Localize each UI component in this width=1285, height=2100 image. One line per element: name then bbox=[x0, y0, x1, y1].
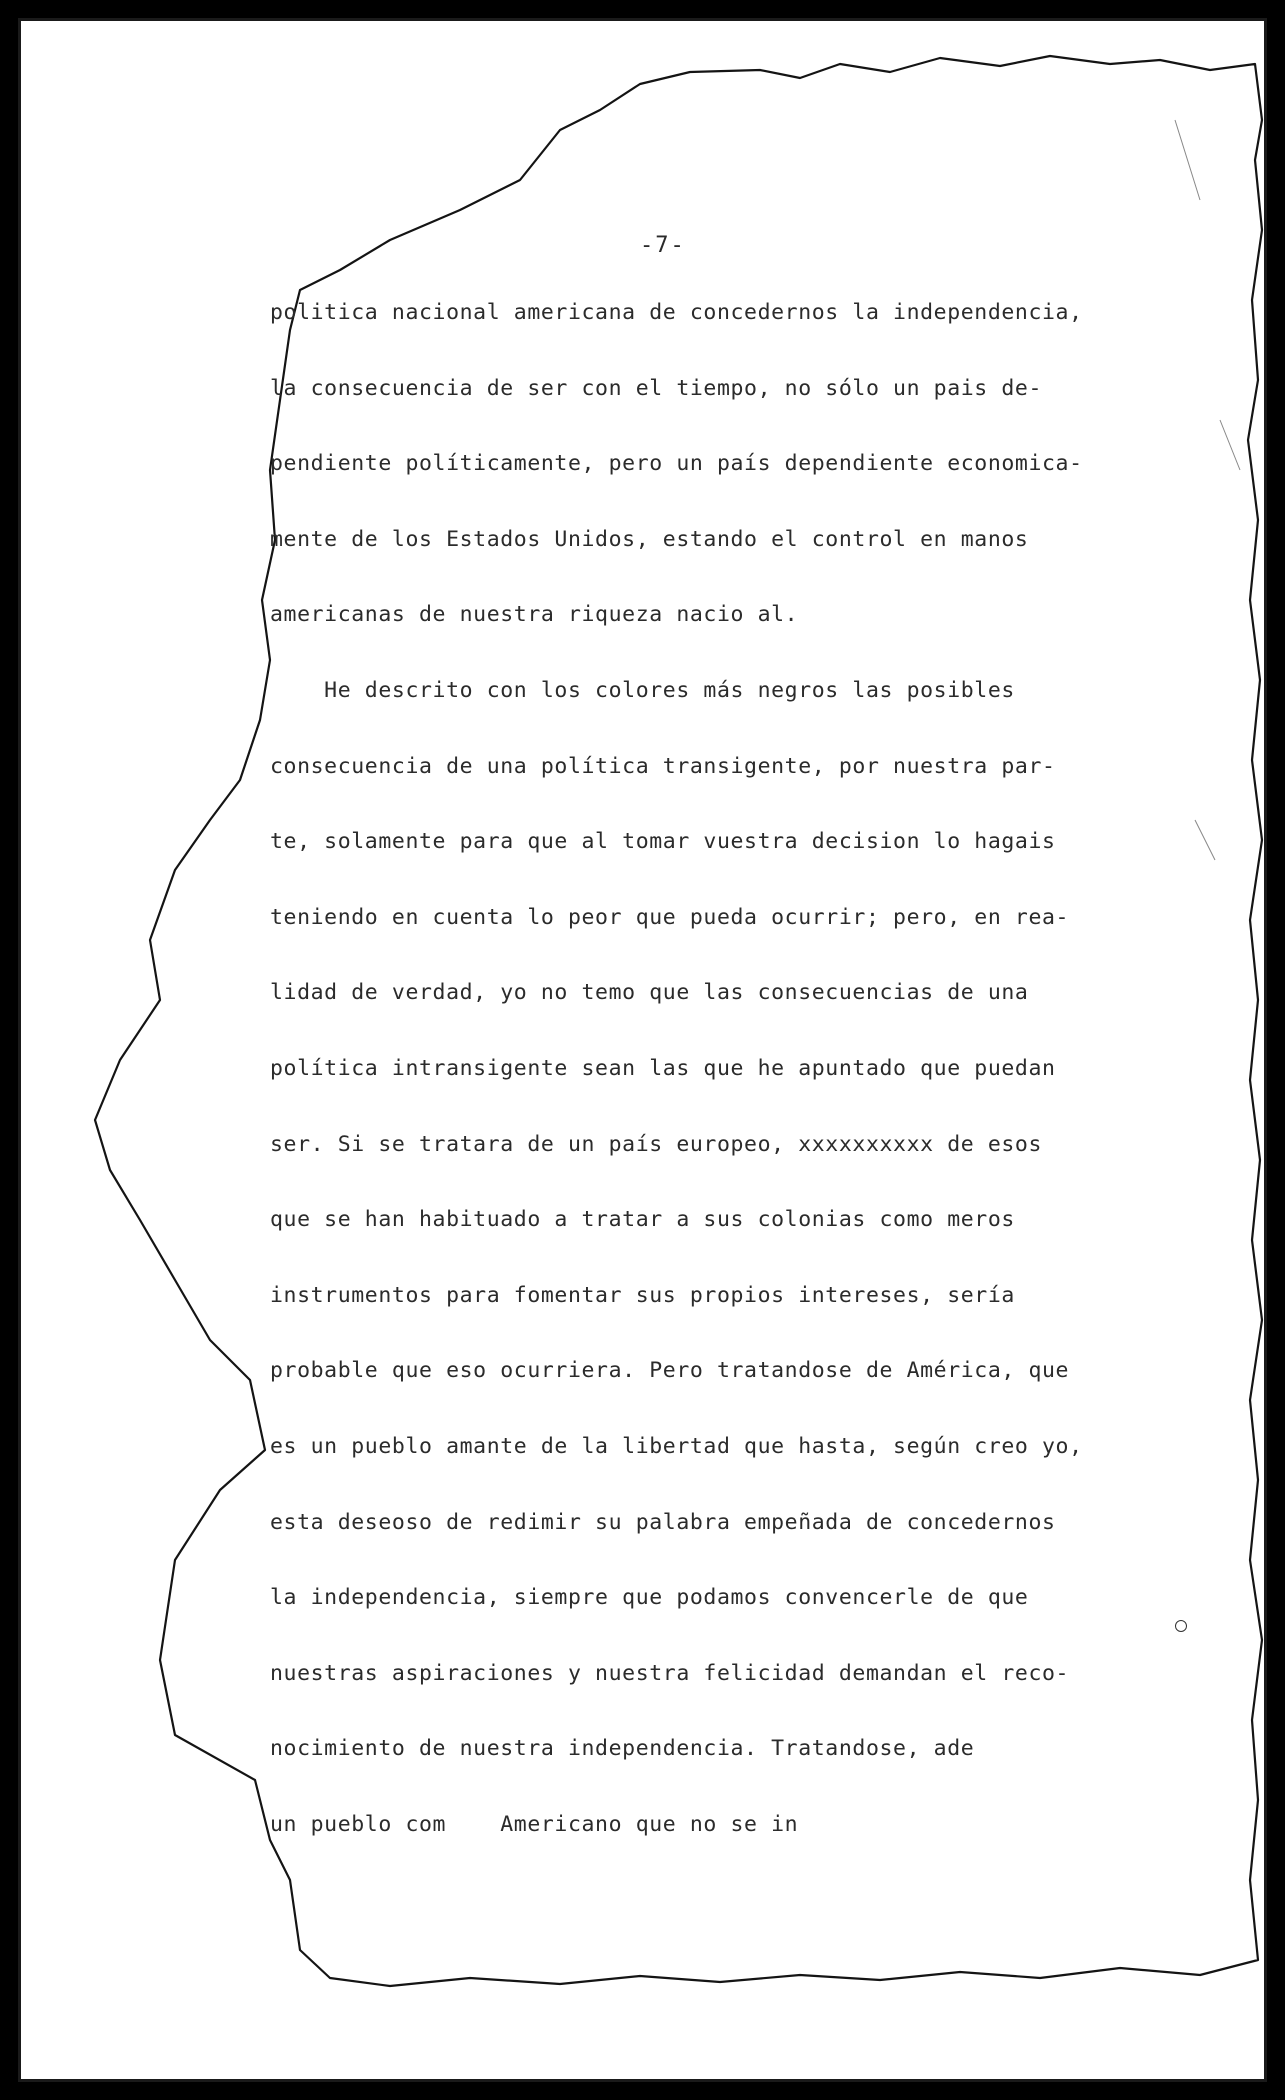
text-line: teniendo en cuenta lo peor que pueda ocurrir; pero, en rea- bbox=[270, 904, 1070, 930]
text-line: esta deseoso de redimir su palabra empeñada de concedernos bbox=[270, 1509, 1056, 1535]
text-line: probable que eso ocurriera. Pero tratandose de América, que bbox=[270, 1358, 1070, 1384]
ink-mark bbox=[1175, 1620, 1187, 1632]
page-number: -7- bbox=[640, 233, 686, 258]
text-line: ser. Si se tratara de un país europeo, xxxxxxxxxx de esos bbox=[270, 1131, 1043, 1157]
text-line: pendiente políticamente, pero un país dependiente economica- bbox=[270, 451, 1083, 477]
text-line: consecuencia de una política transigente, por nuestra par- bbox=[270, 753, 1056, 779]
text-line: mente de los Estados Unidos, estando el control en manos bbox=[270, 526, 1029, 552]
text-line: nocimiento de nuestra independencia. Tratandose, ade bbox=[270, 1736, 975, 1762]
text-line: la consecuencia de ser con el tiempo, no sólo un pais de- bbox=[270, 375, 1043, 401]
text-line: un pueblo com Americano que no se in bbox=[270, 1811, 799, 1837]
text-line: política intransigente sean las que he apuntado que puedan bbox=[270, 1055, 1056, 1081]
text-line: lidad de verdad, yo no temo que las consecuencias de una bbox=[270, 980, 1029, 1006]
typed-text-body bbox=[270, 292, 1170, 1879]
text-line: es un pueblo amante de la libertad que hasta, según creo yo, bbox=[270, 1433, 1083, 1459]
text-line: nuestras aspiraciones y nuestra felicidad demandan el reco- bbox=[270, 1660, 1070, 1686]
text-line: americanas de nuestra riqueza nacio al. bbox=[270, 602, 799, 628]
text-line: que se han habituado a tratar a sus colonias como meros bbox=[270, 1207, 1015, 1233]
text-line: te, solamente para que al tomar vuestra decision lo hagais bbox=[270, 829, 1056, 855]
text-line: la independencia, siempre que podamos convencerle de que bbox=[270, 1585, 1029, 1611]
text-line: instrumentos para fomentar sus propios intereses, sería bbox=[270, 1282, 1015, 1308]
text-line: politica nacional americana de concedernos la independencia, bbox=[270, 300, 1083, 325]
text-line: He descrito con los colores más negros las posibles bbox=[270, 677, 1015, 703]
